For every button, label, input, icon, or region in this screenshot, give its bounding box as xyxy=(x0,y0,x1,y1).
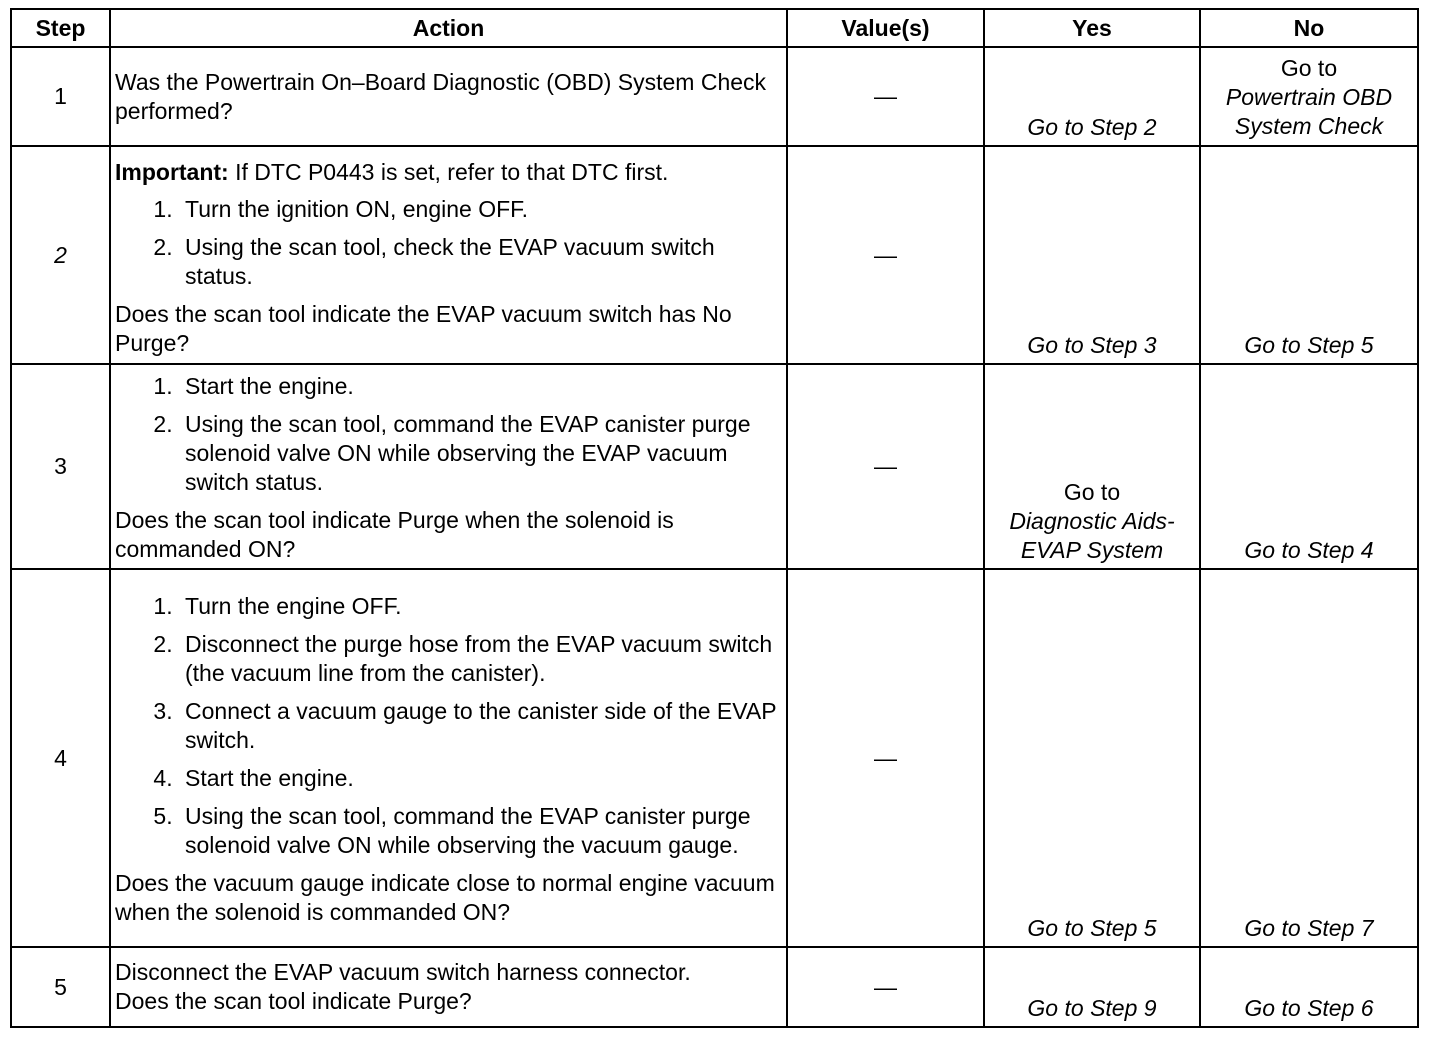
action-cell xyxy=(110,47,787,146)
yes-cell xyxy=(984,364,1200,569)
action-instruction: Disconnect the EVAP vacuum switch harness connector. xyxy=(115,959,691,985)
action-question: Does the scan tool indicate Purge when the solenoid is commanded ON? xyxy=(115,506,674,562)
list-item: 1. Turn the ignition ON, engine OFF. xyxy=(179,195,778,224)
yes-link[interactable]: Diagnostic Aids-EVAP System xyxy=(1009,508,1175,563)
header-row xyxy=(11,9,1418,47)
action-cell xyxy=(110,146,787,364)
header-step: Step xyxy=(11,9,110,47)
action-cell xyxy=(110,947,787,1027)
action-question: Does the scan tool indicate the EVAP vacuum switch has No Purge? xyxy=(115,300,732,356)
value-cell: — xyxy=(787,947,984,1027)
important-note xyxy=(115,158,778,187)
step-number: 1 xyxy=(11,47,110,146)
action-question: Does the vacuum gauge indicate close to normal engine vacuum when the solenoid is commanded ON? xyxy=(115,869,775,925)
table-row-step-4 xyxy=(11,569,1418,947)
step-number: 3 xyxy=(11,364,110,569)
list-item: 2. Using the scan tool, command the EVAP canister purge solenoid valve ON while observing the EVAP vacuum switch status. xyxy=(179,410,778,497)
table-row-step-2 xyxy=(11,146,1418,364)
value-cell: — xyxy=(787,569,984,947)
header-yes: Yes xyxy=(984,9,1200,47)
value-cell: — xyxy=(787,146,984,364)
no-link[interactable]: Go to Step 5 xyxy=(1244,332,1374,358)
table-row-step-1 xyxy=(11,47,1418,146)
yes-cell xyxy=(984,146,1200,364)
list-item: 2. Using the scan tool, check the EVAP vacuum switch status. xyxy=(179,233,778,291)
action-question: Does the scan tool indicate Purge? xyxy=(115,988,472,1014)
yes-link[interactable]: Go to Step 5 xyxy=(1027,915,1157,941)
yes-cell xyxy=(984,569,1200,947)
list-item: 2. Disconnect the purge hose from the EVAP vacuum switch (the vacuum line from the canister). xyxy=(179,630,778,688)
yes-link[interactable]: Go to Step 9 xyxy=(1027,995,1157,1021)
yes-link[interactable]: Go to Step 3 xyxy=(1027,332,1157,358)
diagnostic-table xyxy=(10,8,1419,1028)
step-number: 2 xyxy=(11,146,110,364)
header-values: Value(s) xyxy=(787,9,984,47)
list-item: 4. Start the engine. xyxy=(179,764,778,793)
header-action: Action xyxy=(110,9,787,47)
list-item: 3. Connect a vacuum gauge to the canister side of the EVAP switch. xyxy=(179,697,778,755)
yes-link[interactable]: Go to Step 2 xyxy=(1027,114,1157,140)
no-link[interactable]: Go to Step 6 xyxy=(1244,995,1374,1021)
no-cell xyxy=(1200,47,1418,146)
table-row-step-5 xyxy=(11,947,1418,1027)
instruction-list xyxy=(115,195,778,291)
no-cell xyxy=(1200,146,1418,364)
step-number: 4 xyxy=(11,569,110,947)
instruction-list xyxy=(115,372,778,497)
yes-cell xyxy=(984,947,1200,1027)
table-row-step-3 xyxy=(11,364,1418,569)
no-link[interactable]: Go to Step 4 xyxy=(1244,537,1374,563)
list-item: 1. Turn the engine OFF. xyxy=(179,592,778,621)
no-cell xyxy=(1200,569,1418,947)
action-cell xyxy=(110,364,787,569)
list-item: 1. Start the engine. xyxy=(179,372,778,401)
action-cell xyxy=(110,569,787,947)
no-link[interactable]: Powertrain OBD System Check xyxy=(1225,84,1393,139)
yes-cell xyxy=(984,47,1200,146)
important-label: Important: xyxy=(115,158,229,185)
no-link[interactable]: Go to Step 7 xyxy=(1244,915,1374,941)
list-item: 5. Using the scan tool, command the EVAP canister purge solenoid valve ON while observing the vacuum gauge. xyxy=(179,802,778,860)
instruction-list xyxy=(115,592,778,860)
value-cell: — xyxy=(787,47,984,146)
action-question: Was the Powertrain On–Board Diagnostic (OBD) System Check performed? xyxy=(115,68,767,124)
header-no: No xyxy=(1200,9,1418,47)
value-cell: — xyxy=(787,364,984,569)
no-cell xyxy=(1200,364,1418,569)
no-line: Go to xyxy=(1280,55,1338,81)
no-cell xyxy=(1200,947,1418,1027)
important-text: If DTC P0443 is set, refer to that DTC first. xyxy=(228,158,669,185)
yes-line: Go to xyxy=(1063,479,1121,505)
step-number: 5 xyxy=(11,947,110,1027)
